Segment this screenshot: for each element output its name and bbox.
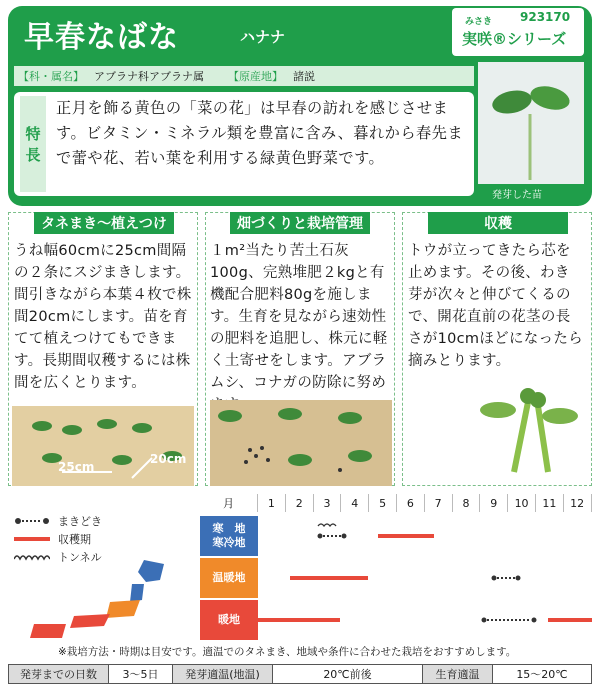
grow-temp-value: 15～20℃: [516, 668, 568, 681]
cultivation-note: ※栽培方法・時期は目安です。適温でのタネまき、地域や条件に合わせた栽培をおすすめします。: [58, 646, 517, 658]
soil-text: １m²当たり苦土石灰100g、完熟堆肥２kgと有機配合肥料80gを施します。生育を見ながら速効性の肥料を追肥し、株元に軽く土寄せをします。アブラムシ、コナガの防除に努め: [210, 243, 388, 391]
germ-temp-value: 20℃前後: [273, 665, 423, 683]
month-8: 8: [453, 494, 481, 512]
calendar-row-hot: [200, 600, 592, 640]
harvest-title: 収穫: [428, 212, 568, 234]
sowing-illustration: [12, 406, 194, 486]
month-9: 9: [480, 494, 508, 512]
origin-label: 【原産地】: [228, 70, 283, 83]
sowing-title: タネまき～植えつけ: [34, 212, 174, 234]
month-4: 4: [341, 494, 369, 512]
family-value: アブラナ科アブラナ属: [94, 70, 204, 83]
month-header: 月: [200, 494, 258, 512]
soil-illustration: [210, 400, 392, 486]
feature-text: 正月を飾る黄色の「菜の花」は早春の訪れを感じさせます。ビタミン・ミネラル類を豊富に含み、暮れから春先まで蕾や花、若い葉を利用する緑黄色野菜です。: [56, 99, 464, 167]
photo-caption: 発芽した苗: [492, 190, 542, 201]
month-10: 10: [508, 494, 536, 512]
brand-kana: みさき: [465, 17, 493, 27]
cultivation-calendar: [200, 494, 592, 642]
grow-temp-label: 生育適温: [423, 665, 493, 683]
month-11: 11: [536, 494, 564, 512]
harvest-marker-icon: [14, 534, 50, 544]
product-subtitle: ハナナ: [240, 28, 286, 46]
legend-tunnel-label: トンネル: [58, 551, 102, 564]
legend-sowing: [14, 512, 184, 530]
month-2: 2: [286, 494, 314, 512]
japan-map: [14, 560, 194, 640]
month-7: 7: [425, 494, 453, 512]
harvest-illustration: [468, 372, 588, 480]
spacing-20: 20cm: [150, 452, 187, 466]
month-1: 1: [258, 494, 286, 512]
calendar-row-warm: [200, 558, 592, 598]
legend-harvest-label: 収穫期: [58, 533, 91, 546]
germ-temp-label: 発芽適温(地温): [173, 665, 273, 683]
product-code: 923170: [520, 10, 571, 24]
month-3: 3: [314, 494, 342, 512]
legend: [14, 512, 184, 566]
region-cold: 寒 地 寒冷地: [200, 516, 258, 556]
feature-tag-char-2: 長: [25, 146, 41, 164]
region-warm: 温暖地: [200, 558, 258, 598]
month-12: 12: [564, 494, 592, 512]
legend-sowing-label: まきどき: [58, 515, 102, 528]
sowing-text: うね幅60cmに25cm間隔の２条にスジまきします。間引きながら本葉４枚で株間20cmにします。苗を育てて植えつけてもできます。長期間収穫するには株間を広くとります。: [14, 243, 192, 391]
calendar-row-cold: [200, 516, 592, 556]
region-hot: 暖地: [200, 600, 258, 640]
feature-tag-char-1: 特: [25, 125, 41, 143]
origin-value: 諸説: [293, 70, 315, 83]
germ-days-label: 発芽までの日数: [9, 665, 109, 683]
soil-title: 畑づくりと栽培管理: [230, 212, 370, 234]
calendar-months: [200, 494, 592, 512]
legend-harvest: [14, 530, 184, 548]
feature-tag: [20, 96, 46, 192]
spacing-25: 25cm: [58, 460, 95, 474]
germ-days-value: 3～5日: [109, 665, 173, 683]
meta-bar: [14, 66, 474, 86]
product-title: 早春なばな: [24, 20, 179, 55]
sowing-marker-icon: [14, 516, 50, 526]
family-label: 【科・属名】: [18, 70, 84, 83]
info-table: [8, 664, 592, 684]
seedling-photo: [478, 62, 584, 184]
month-6: 6: [397, 494, 425, 512]
month-5: 5: [369, 494, 397, 512]
harvest-text: トウが立ってきたら芯を止めます。その後、わき芽が次々と伸びてくるので、開花直前の花茎の長さが10cmほどになったら摘みとります。: [408, 243, 583, 369]
brand-series: 実咲®シリーズ: [462, 30, 567, 48]
